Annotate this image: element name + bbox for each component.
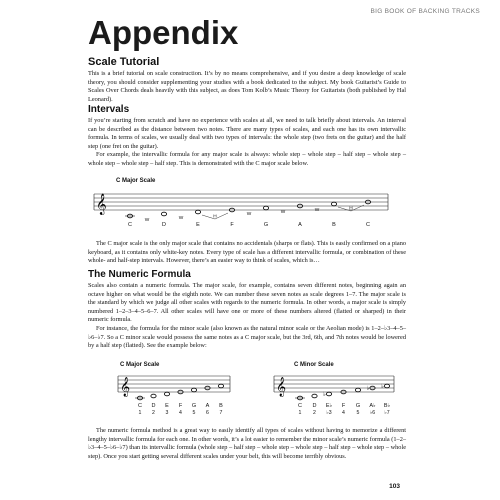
note-name: F [178,403,183,409]
note-name: F [341,403,346,409]
running-header: BIG BOOK OF BACKING TRACKS [370,8,480,15]
heading-scale-tutorial: Scale Tutorial [88,56,160,68]
step-label: W [144,218,150,223]
note-name: E [165,403,169,409]
note-name: B♭ [383,403,391,409]
scale-degree: 2 [152,410,155,416]
step-label: W [280,210,286,215]
flat-icon: ♭ [381,384,384,390]
note-head [151,394,156,398]
note-head [263,206,268,210]
flat-icon: ♭ [366,386,370,392]
note-head [195,210,200,214]
treble-clef-icon: 𝄞 [276,377,287,396]
note-head [161,212,166,216]
note-head [331,202,336,206]
example1-note-names [128,222,370,228]
note-head [355,388,360,392]
scale-degree: 6 [206,410,209,416]
scale-degree: ♭3 [326,410,332,416]
note-name: D [151,403,156,409]
example2-major-label: C Major Scale [120,362,160,368]
scale-degree: 4 [179,410,182,416]
note-name: C [128,222,132,228]
example1-label: C Major Scale [116,178,156,184]
note-name: C [138,403,142,409]
treble-clef-icon: 𝄞 [120,377,131,396]
note-head [218,384,223,388]
paragraph-intervals-example: For example, the intervallic formula for any major scale is always: whole step – whole step – half step – whole step – whole step – whole step – half step. This is demonstrated with the C major scale below. [88,151,406,167]
note-name: B [219,403,223,409]
paragraph-conclusion: The numeric formula method is a great way to easily identify all types of scales without having to memorize a different lengthy intervallic formula for each one. In other words, it’s a lot easier to remember the minor scale’s numeric formula (1–2–♭3–4–5–♭6–♭7) than its intervallic formula (whole step – half step – whole step – whole step – half step – whole step – whole step). Once you start getting several different scales under your belt, this will become terribly obvious. [88,427,406,460]
minor-staff-lines [274,376,394,392]
example2-staves [88,366,406,418]
scale-degree: 5 [356,410,360,416]
scale-degree: 1 [138,410,142,416]
example1-staff [88,182,406,232]
paragraph-numeric-formula: Scales also contain a numeric formula. The major scale, for example, contains seven different notes, beginning again an octave higher on what would be the eighth note. We can number these seven notes as scale degrees 1–7. The major scale is the standard by which we judge all other scales with regards to the numeric formula. In other words, a major scale is simply numbered 1–2–3–4–5–6–7. All other scales will have one or more of these numbers altered (flatted or sharped) in their numeric formula. [88,282,406,324]
example2-major-notes [135,384,224,416]
paragraph-scale-tutorial: This is a brief tutorial on scale construction. It’s by no means comprehensive, and if you desire a deep knowledge of scale theory, you should consider supplementing your studies with a book dedicated to the subject. My book Guitarist’s Guide to Scales Over Chords deals heavily with this subject, as does Tom Kolb’s Music Theory for Guitarists (both published by Hal Leonard). [88,70,406,103]
heading-numeric-formula: The Numeric Formula [88,269,191,280]
note-name: E♭ [325,403,333,409]
note-name: D [312,403,317,409]
example1-steps [145,205,364,223]
treble-clef-icon: 𝄞 [96,194,107,214]
step-label: H [213,214,217,220]
heading-intervals: Intervals [88,104,130,115]
note-name: G [263,222,269,228]
note-name: A♭ [369,403,376,409]
note-name: D [162,222,166,228]
note-head [384,384,389,388]
paragraph-intervals: If you’re starting from scratch and have no experience with scales at all, we need to talk briefly about intervals. An interval can be described as the distance between two notes. There are many types of scales, and each one has its own intervallic formula. In terms of scales, we usually deal with two types of intervals: the whole step (two frets on the guitar) and the half step (one fret on the guitar). [88,117,406,150]
flat-icon: ♭ [323,392,326,398]
major-staff-lines [118,376,230,392]
page-title: Appendix [88,14,239,51]
scale-degree: 5 [192,410,196,416]
scale-degree: 2 [313,410,316,416]
scale-degree: 4 [342,410,345,416]
note-name: A [298,222,302,228]
note-name: E [196,222,200,228]
step-label: W [246,212,252,217]
step-label: W [178,216,184,221]
scale-degree: 7 [219,410,223,416]
note-name: C [366,222,370,228]
note-head [312,394,317,398]
note-head [191,388,196,392]
scale-degree: ♭6 [369,410,376,416]
note-name: B [332,222,336,228]
note-name: A [205,403,210,409]
scale-degree: 1 [298,410,302,416]
note-name: G [191,403,197,409]
note-name: F [230,222,234,228]
step-label: W [314,208,320,213]
step-label: H [349,206,353,212]
scale-degree: ♭7 [384,410,390,416]
paragraph-c-major: The C major scale is the only major scale that contains no accidentals (sharps or flats). This is easily confirmed on a piano keyboard, as it contains only white-key notes. Every type of scale has a different intervallic formula, or combination of these whole- and half-step intervals. However, there’s an easier way to think of scales, which is… [88,240,406,265]
page-number: 103 [389,483,400,490]
note-name: C [298,403,302,409]
note-name: G [355,403,361,409]
paragraph-minor-formula: For instance, the formula for the minor scale (also known as the natural minor scale or the Aeolian mode) is 1–2–♭3–4–5–♭6–♭7. So a C minor scale would possess the same notes as a C major scale, but the 3rd, 6th, and 7th notes would be lowered by a half step (flatted). See the example below: [88,325,406,350]
note-head [164,392,169,396]
scale-degree: 3 [165,410,169,416]
staff-lines [94,194,388,210]
note-head [326,392,331,396]
example2-minor-label: C Minor Scale [294,362,334,368]
